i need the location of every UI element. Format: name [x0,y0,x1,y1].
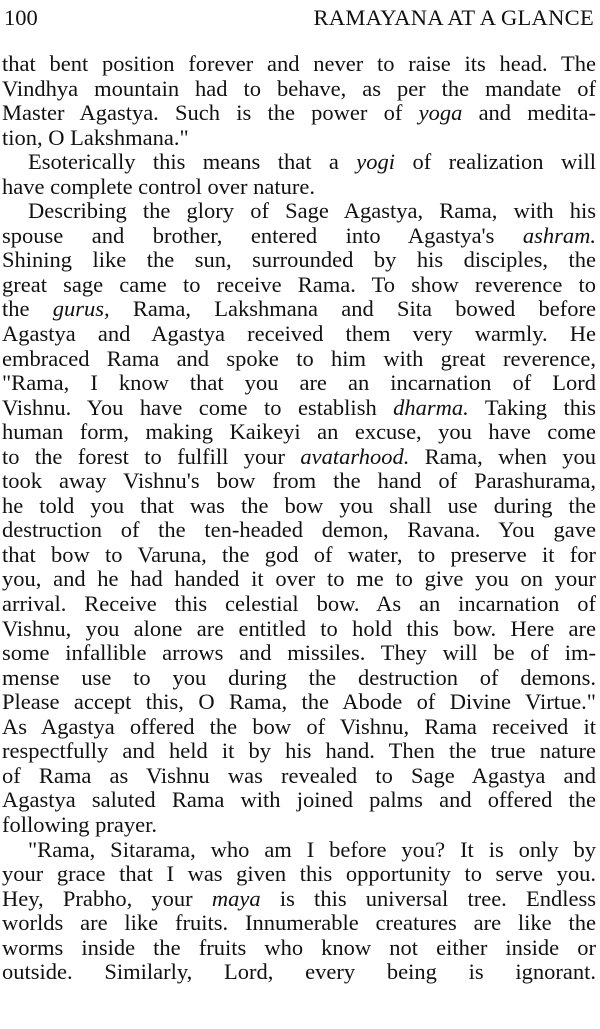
text-line [2,469,596,494]
text-line [2,862,596,887]
text-run: some infallible arrows and missiles. They will be of im- [2,640,596,666]
text-line [2,764,596,789]
text-run: destruction of the ten-headed demon, Ravana. You gave [2,517,596,543]
text-run: of realization will [395,149,596,175]
text-run: Hey, Prabho, your [2,885,212,911]
text-line [2,739,596,764]
text-line [2,175,596,200]
text-run: is this universal tree. Endless [260,885,597,911]
italic-term: dharma. [393,394,469,420]
text-line [2,445,596,470]
text-line [2,126,596,151]
text-line [2,77,596,102]
text-line [2,322,596,347]
text-line [2,838,596,863]
text-run: Shining like the sun, surrounded by his disciples, the [2,247,596,273]
italic-term: maya [211,885,261,911]
text-run: "Rama, Sitarama, who am I before you? It is only by [28,836,596,862]
text-run: embraced Rama and spoke to him with great reverence, [2,345,596,371]
text-line [2,297,596,322]
text-line [2,936,596,961]
text-run: Taking this [468,394,597,420]
text-run: took away Vishnu's bow from the hand of Parashurama, [2,468,596,494]
text-run: Esoterically this means that a [28,149,357,175]
text-line [2,494,596,519]
text-run: Describing the glory of Sage Agastya, Rama, with his [28,198,596,224]
page-header [4,2,594,36]
text-run: worlds are like fruits. Innumerable creatures are like the [2,910,596,936]
text-run: following prayer. [2,811,157,837]
text-line [2,518,596,543]
text-run: spouse and brother, entered into Agastya's [2,222,523,248]
text-line [2,592,596,617]
text-run: Agastya saluted Rama with joined palms and offered the [2,787,596,813]
text-run: to the forest to fulfill your [2,443,301,469]
text-line [2,347,596,372]
text-line [2,396,596,421]
text-line [2,911,596,936]
text-run: human form, making Kaikeyi an excuse, you have come [2,419,596,445]
text-run: Vishnu. You have come to establish [2,394,394,420]
text-run: have complete control over nature. [2,173,315,199]
text-run: Master Agastya. Such is the power of [2,100,419,126]
italic-term: gurus, [52,296,110,322]
text-run: mense use to you during the destruction of demons. [2,664,596,690]
text-line [2,617,596,642]
text-line [2,420,596,445]
text-run: and medita- [462,100,596,126]
text-run: Vishnu, you alone are entitled to hold this bow. Here are [2,615,596,641]
italic-term: yogi [356,149,396,175]
text-line [2,150,596,175]
italic-term: avatarhood. [300,443,410,469]
text-run: Please accept this, O Rama, the Abode of Divine Virtue." [2,689,596,715]
text-run: he told you that was the bow you shall use during the [2,492,596,518]
text-run: that bent position forever and never to raise its head. The [2,51,596,76]
text-run: arrival. Receive this celestial bow. As an incarnation of [2,591,596,617]
text-line [2,199,596,224]
text-run: Rama, Lakshmana and Sita bowed before [109,296,596,322]
text-line [2,52,596,77]
italic-term: ashram. [522,222,596,248]
text-line [2,666,596,691]
text-line [2,273,596,298]
text-run: great sage came to receive Rama. To show reverence to [2,271,596,297]
page-number: 100 [4,5,38,30]
italic-term: yoga [418,100,463,126]
text-run: you, and he had handed it over to me to give you on your [2,566,596,592]
running-title: RAMAYANA AT A GLANCE [313,5,594,30]
text-line [2,813,596,838]
text-run: Agastya and Agastya received them very warmly. He [2,321,596,347]
text-run: respectfully and held it by his hand. Then the true nature [2,738,596,764]
text-line [2,371,596,396]
text-line [2,788,596,813]
text-line [2,690,596,715]
text-line [2,567,596,592]
text-line [2,960,596,985]
text-line [2,248,596,273]
text-run: the [2,296,53,322]
text-line [2,641,596,666]
text-line [2,543,596,568]
text-run: tion, O Lakshmana." [2,124,189,150]
text-run: outside. Similarly, Lord, every being is ignorant. [2,959,596,985]
text-line [2,887,596,912]
text-line [2,224,596,249]
text-line [2,715,596,740]
text-run: your grace that I was given this opportunity to serve you. [2,861,596,887]
text-run: worms inside the fruits who know not either inside or [2,934,596,960]
text-run: Vindhya mountain had to behave, as per the mandate of [2,75,596,101]
text-run: of Rama as Vishnu was revealed to Sage Agastya and [2,762,596,788]
text-run: Rama, when you [409,443,596,469]
text-run: "Rama, I know that you are an incarnation of Lord [2,370,596,396]
body-text [2,52,596,985]
text-run: As Agastya offered the bow of Vishnu, Rama received it [2,713,596,739]
text-run: that bow to Varuna, the god of water, to preserve it for [2,541,596,567]
text-line [2,101,596,126]
